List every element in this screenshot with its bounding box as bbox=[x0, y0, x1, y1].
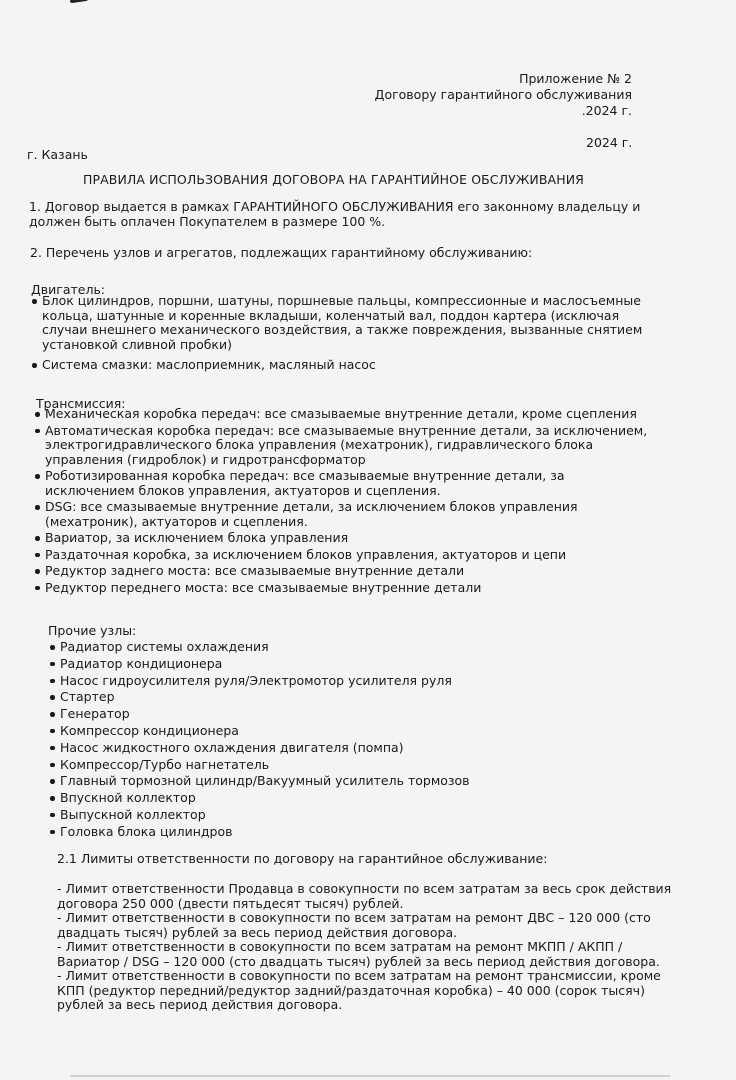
item-line: Главный тормозной цилиндр/Вакуумный усилитель тормозов bbox=[60, 773, 470, 789]
transmission-heading: Трансмиссия: bbox=[36, 396, 126, 411]
list-item bbox=[60, 758, 470, 773]
list-item bbox=[60, 707, 470, 722]
limits-block bbox=[57, 882, 671, 1013]
paragraph-line: должен быть оплачен Покупателем в размере 100 %. bbox=[29, 213, 386, 229]
document-city: г. Казань bbox=[27, 147, 88, 162]
item-line: Насос жидкостного охлаждения двигателя (помпа) bbox=[60, 739, 404, 755]
item-line: исключением блоков управления, актуаторов и сцепления. bbox=[45, 482, 441, 498]
bullet-icon bbox=[50, 645, 55, 650]
limit-line: - Лимит ответственности в совокупности по всем затратам на ремонт трансмиссии, кроме bbox=[57, 968, 661, 983]
bullet-icon bbox=[50, 830, 55, 835]
contract-reference: Договору гарантийного обслуживания bbox=[374, 87, 632, 102]
list-item bbox=[60, 808, 470, 823]
list-item bbox=[60, 774, 470, 789]
list-item bbox=[45, 531, 647, 546]
item-line: Блок цилиндров, поршни, шатуны, поршневые пальцы, компрессионные и маслосъемные bbox=[42, 293, 641, 308]
bullet-icon bbox=[50, 679, 55, 684]
bullet-icon bbox=[35, 474, 40, 479]
bullet-icon bbox=[35, 569, 40, 574]
list-item bbox=[42, 358, 642, 373]
list-item bbox=[45, 407, 647, 422]
item-line: (мехатроник), актуаторов и сцепления. bbox=[45, 513, 308, 529]
item-line: управления (гидроблок) и гидротрансформатор bbox=[45, 451, 366, 467]
item-line: Роботизированная коробка передач: все смазываемые внутренние детали, за bbox=[45, 468, 565, 483]
list-item bbox=[60, 657, 470, 672]
bullet-icon bbox=[35, 586, 40, 591]
bullet-icon bbox=[50, 779, 55, 784]
item-line: Редуктор переднего моста: все смазываемые внутренние детали bbox=[45, 579, 482, 595]
limit-line: двадцать тысяч) рублей за весь период действия договора. bbox=[57, 924, 458, 940]
bullet-icon bbox=[35, 429, 40, 434]
bullet-icon bbox=[50, 796, 55, 801]
bullet-icon bbox=[32, 363, 37, 368]
item-line: Система смазки: маслоприемник, масляный насос bbox=[42, 357, 376, 372]
paragraph-2: 2. Перечень узлов и агрегатов, подлежащих гарантийному обслуживанию: bbox=[30, 245, 533, 260]
appendix-number: Приложение № 2 bbox=[519, 71, 632, 86]
list-item bbox=[60, 724, 470, 739]
limit-line: - Лимит ответственности в совокупности по всем затратам на ремонт МКПП / АКПП / bbox=[57, 939, 623, 954]
list-item bbox=[60, 674, 470, 689]
item-line: случаи внешнего механического воздействия, а также повреждения, вызванные снятием bbox=[42, 322, 643, 337]
item-line: Стартер bbox=[60, 689, 115, 705]
limit-line: Вариатор / DSG – 120 000 (сто двадцать тысяч) рублей за весь период действия договора. bbox=[57, 953, 660, 969]
bullet-icon bbox=[50, 746, 55, 751]
bullet-icon bbox=[32, 299, 37, 304]
paragraph-1 bbox=[29, 200, 640, 229]
item-line: электрогидравлического блока управления (мехатроник), гидравлического блока bbox=[45, 437, 594, 452]
item-line: кольца, шатунные и коренные вкладыши, коленчатый вал, поддон картера (исключая bbox=[42, 307, 620, 323]
bullet-icon bbox=[50, 712, 55, 717]
engine-heading: Двигатель: bbox=[31, 282, 106, 297]
limit-line: договора 250 000 (двести пятьдесят тысяч) рублей. bbox=[57, 895, 404, 911]
limit-line: КПП (редуктор передний/редуктор задний/раздаточная коробка) – 40 000 (сорок тысяч) bbox=[57, 982, 645, 998]
other-units-list bbox=[60, 640, 470, 839]
limit-line: - Лимит ответственности в совокупности по всем затратам на ремонт ДВС – 120 000 (сто bbox=[57, 910, 651, 925]
scan-mark bbox=[70, 0, 88, 3]
list-item bbox=[45, 564, 647, 579]
bullet-icon bbox=[35, 412, 40, 417]
item-line: Насос гидроусилителя руля/Электромотор усилителя руля bbox=[60, 672, 452, 688]
limits-heading: 2.1 Лимиты ответственности по договору на гарантийное обслуживание: bbox=[57, 851, 548, 866]
bullet-icon bbox=[50, 813, 55, 818]
item-line: Редуктор заднего моста: все смазываемые внутренние детали bbox=[45, 563, 465, 578]
transmission-list bbox=[45, 407, 647, 595]
list-item bbox=[45, 581, 647, 596]
bullet-icon bbox=[50, 662, 55, 667]
list-item bbox=[42, 294, 642, 352]
item-line: Генератор bbox=[60, 706, 130, 722]
page-bottom-edge bbox=[70, 1075, 670, 1077]
item-line: Впускной коллектор bbox=[60, 790, 196, 806]
header-block bbox=[375, 71, 632, 119]
bullet-icon bbox=[35, 505, 40, 510]
item-line: Механическая коробка передач: все смазываемые внутренние детали, кроме сцепления bbox=[45, 406, 637, 421]
item-line: Раздаточная коробка, за исключением блоков управления, актуаторов и цепи bbox=[45, 546, 567, 562]
list-item bbox=[60, 640, 470, 655]
list-item bbox=[60, 825, 470, 840]
document-year: 2024 г. bbox=[586, 135, 633, 150]
bullet-icon bbox=[50, 763, 55, 768]
item-line: Автоматическая коробка передач: все смазываемые внутренние детали, за исключением, bbox=[45, 422, 648, 438]
document-title: ПРАВИЛА ИСПОЛЬЗОВАНИЯ ДОГОВОРА НА ГАРАНТИЙНОЕ ОБСЛУЖИВАНИЯ bbox=[83, 172, 584, 187]
item-line: DSG: все смазываемые внутренние детали, за исключением блоков управления bbox=[45, 499, 578, 514]
list-item bbox=[60, 791, 470, 806]
list-item bbox=[60, 690, 470, 705]
bullet-icon bbox=[35, 553, 40, 558]
item-line: Радиатор системы охлаждения bbox=[60, 639, 269, 654]
limit-line: - Лимит ответственности Продавца в совокупности по всем затратам за весь срок действия bbox=[57, 881, 672, 896]
paragraph-line: 1. Договор выдается в рамках ГАРАНТИЙНОГО ОБСЛУЖИВАНИЯ его законному владельцу и bbox=[29, 199, 641, 214]
item-line: Выпускной коллектор bbox=[60, 806, 206, 822]
bullet-icon bbox=[35, 536, 40, 541]
item-line: Головка блока цилиндров bbox=[60, 823, 233, 839]
item-line: Компрессор/Турбо нагнетатель bbox=[60, 756, 270, 772]
limit-line: рублей за весь период действия договора. bbox=[57, 997, 343, 1012]
contract-date: .2024 г. bbox=[581, 103, 632, 118]
item-line: Радиатор кондиционера bbox=[60, 655, 223, 671]
engine-list bbox=[42, 294, 642, 373]
bullet-icon bbox=[50, 729, 55, 734]
item-line: Компрессор кондиционера bbox=[60, 722, 239, 738]
list-item bbox=[45, 548, 647, 563]
item-line: Вариатор, за исключением блока управления bbox=[45, 530, 349, 545]
item-line: установкой сливной пробки) bbox=[42, 336, 232, 352]
list-item bbox=[45, 424, 647, 468]
bullet-icon bbox=[50, 695, 55, 700]
other-units-heading: Прочие узлы: bbox=[48, 623, 137, 638]
list-item bbox=[60, 741, 470, 756]
list-item bbox=[45, 469, 647, 498]
list-item bbox=[45, 500, 647, 529]
